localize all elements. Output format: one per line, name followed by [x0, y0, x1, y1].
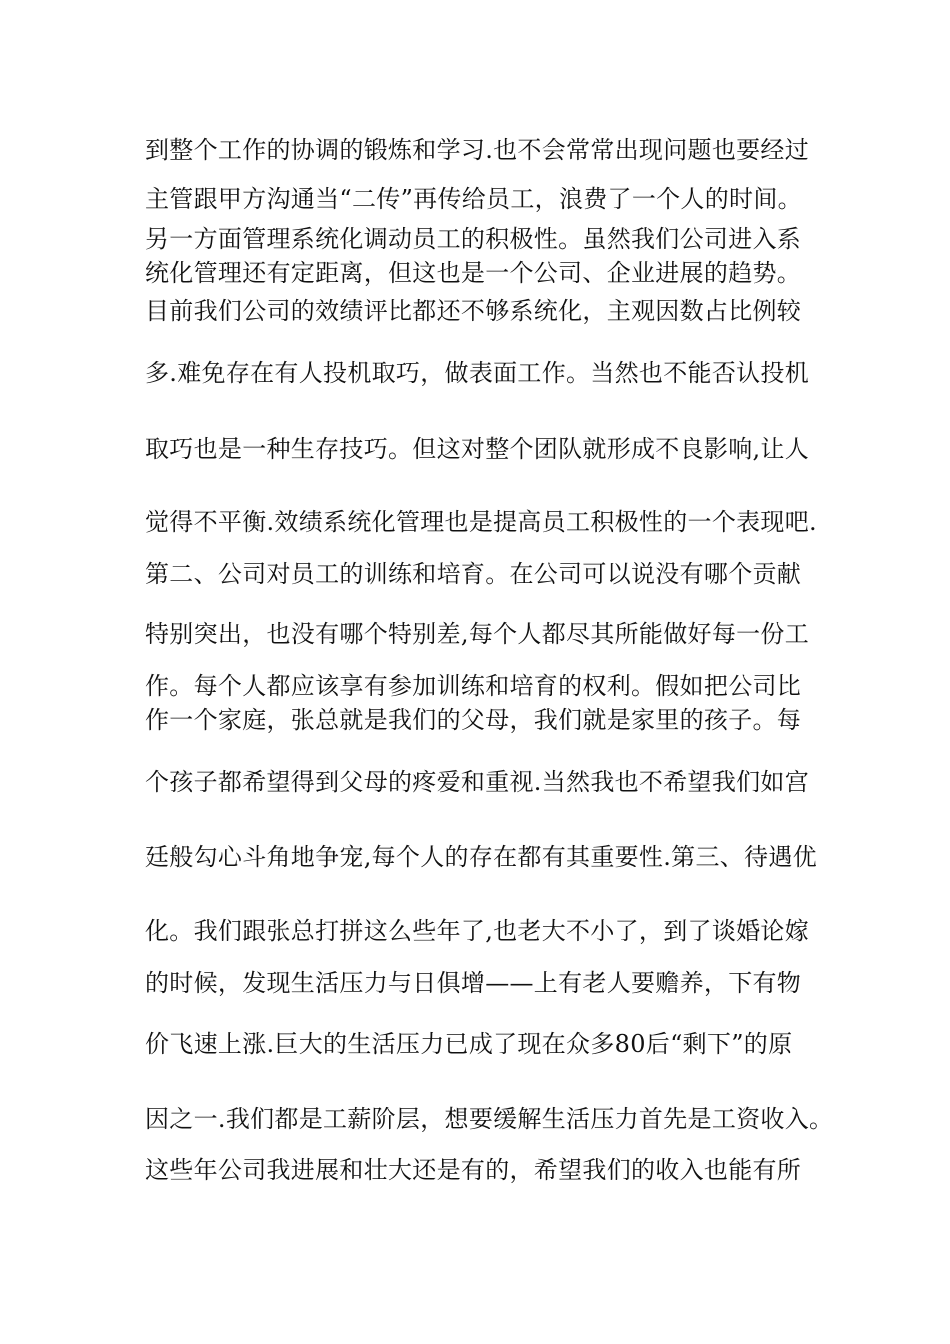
text-line: 觉得不平衡.效绩系统化管理也是提高员工积极性的一个表现吧. [145, 508, 817, 536]
text-line: 特别突出，也没有哪个特别差,每个人都尽其所能做好每一份工 [145, 620, 810, 648]
text-line: 因之一.我们都是工薪阶层，想要缓解生活压力首先是工资收入。 [145, 1105, 834, 1133]
text-line: 价飞速上涨.巨大的生活压力已成了现在众多80后“剩下”的原 [145, 1030, 793, 1058]
text-line: 取巧也是一种生存技巧。但这对整个团队就形成不良影响,让人 [145, 435, 810, 463]
text-line: 作一个家庭，张总就是我们的父母，我们就是家里的孩子。每 [145, 706, 802, 734]
text-line: 化。我们跟张总打拼这么些年了,也老大不小了，到了谈婚论嫁 [145, 917, 810, 945]
text-line: 个孩子都希望得到父母的疼爱和重视.当然我也不希望我们如宫 [145, 768, 810, 796]
text-line: 到整个工作的协调的锻炼和学习.也不会常常出现问题也要经过 [145, 136, 810, 164]
text-line: 另一方面管理系统化调动员工的积极性。虽然我们公司进入系 [145, 225, 802, 253]
text-line: 统化管理还有定距离，但这也是一个公司、企业进展的趋势。 [145, 259, 802, 287]
text-line: 的时候，发现生活压力与日俱增——上有老人要赡养，下有物 [145, 969, 802, 997]
text-line: 作。每个人都应该享有参加训练和培育的权利。假如把公司比 [145, 672, 802, 700]
text-line: 主管跟甲方沟通当“二传”再传给员工，浪费了一个人的时间。 [145, 185, 802, 213]
text-line: 多.难免存在有人投机取巧，做表面工作。当然也不能否认投机 [145, 359, 810, 387]
text-line: 目前我们公司的效绩评比都还不够系统化，主观因数占比例较 [145, 297, 802, 325]
text-line: 第二、公司对员工的训练和培育。在公司可以说没有哪个贡献 [145, 560, 802, 588]
text-line: 廷般勾心斗角地争宠,每个人的存在都有其重要性.第三、待遇优 [145, 843, 817, 871]
text-line: 这些年公司我进展和壮大还是有的，希望我们的收入也能有所 [145, 1156, 802, 1184]
